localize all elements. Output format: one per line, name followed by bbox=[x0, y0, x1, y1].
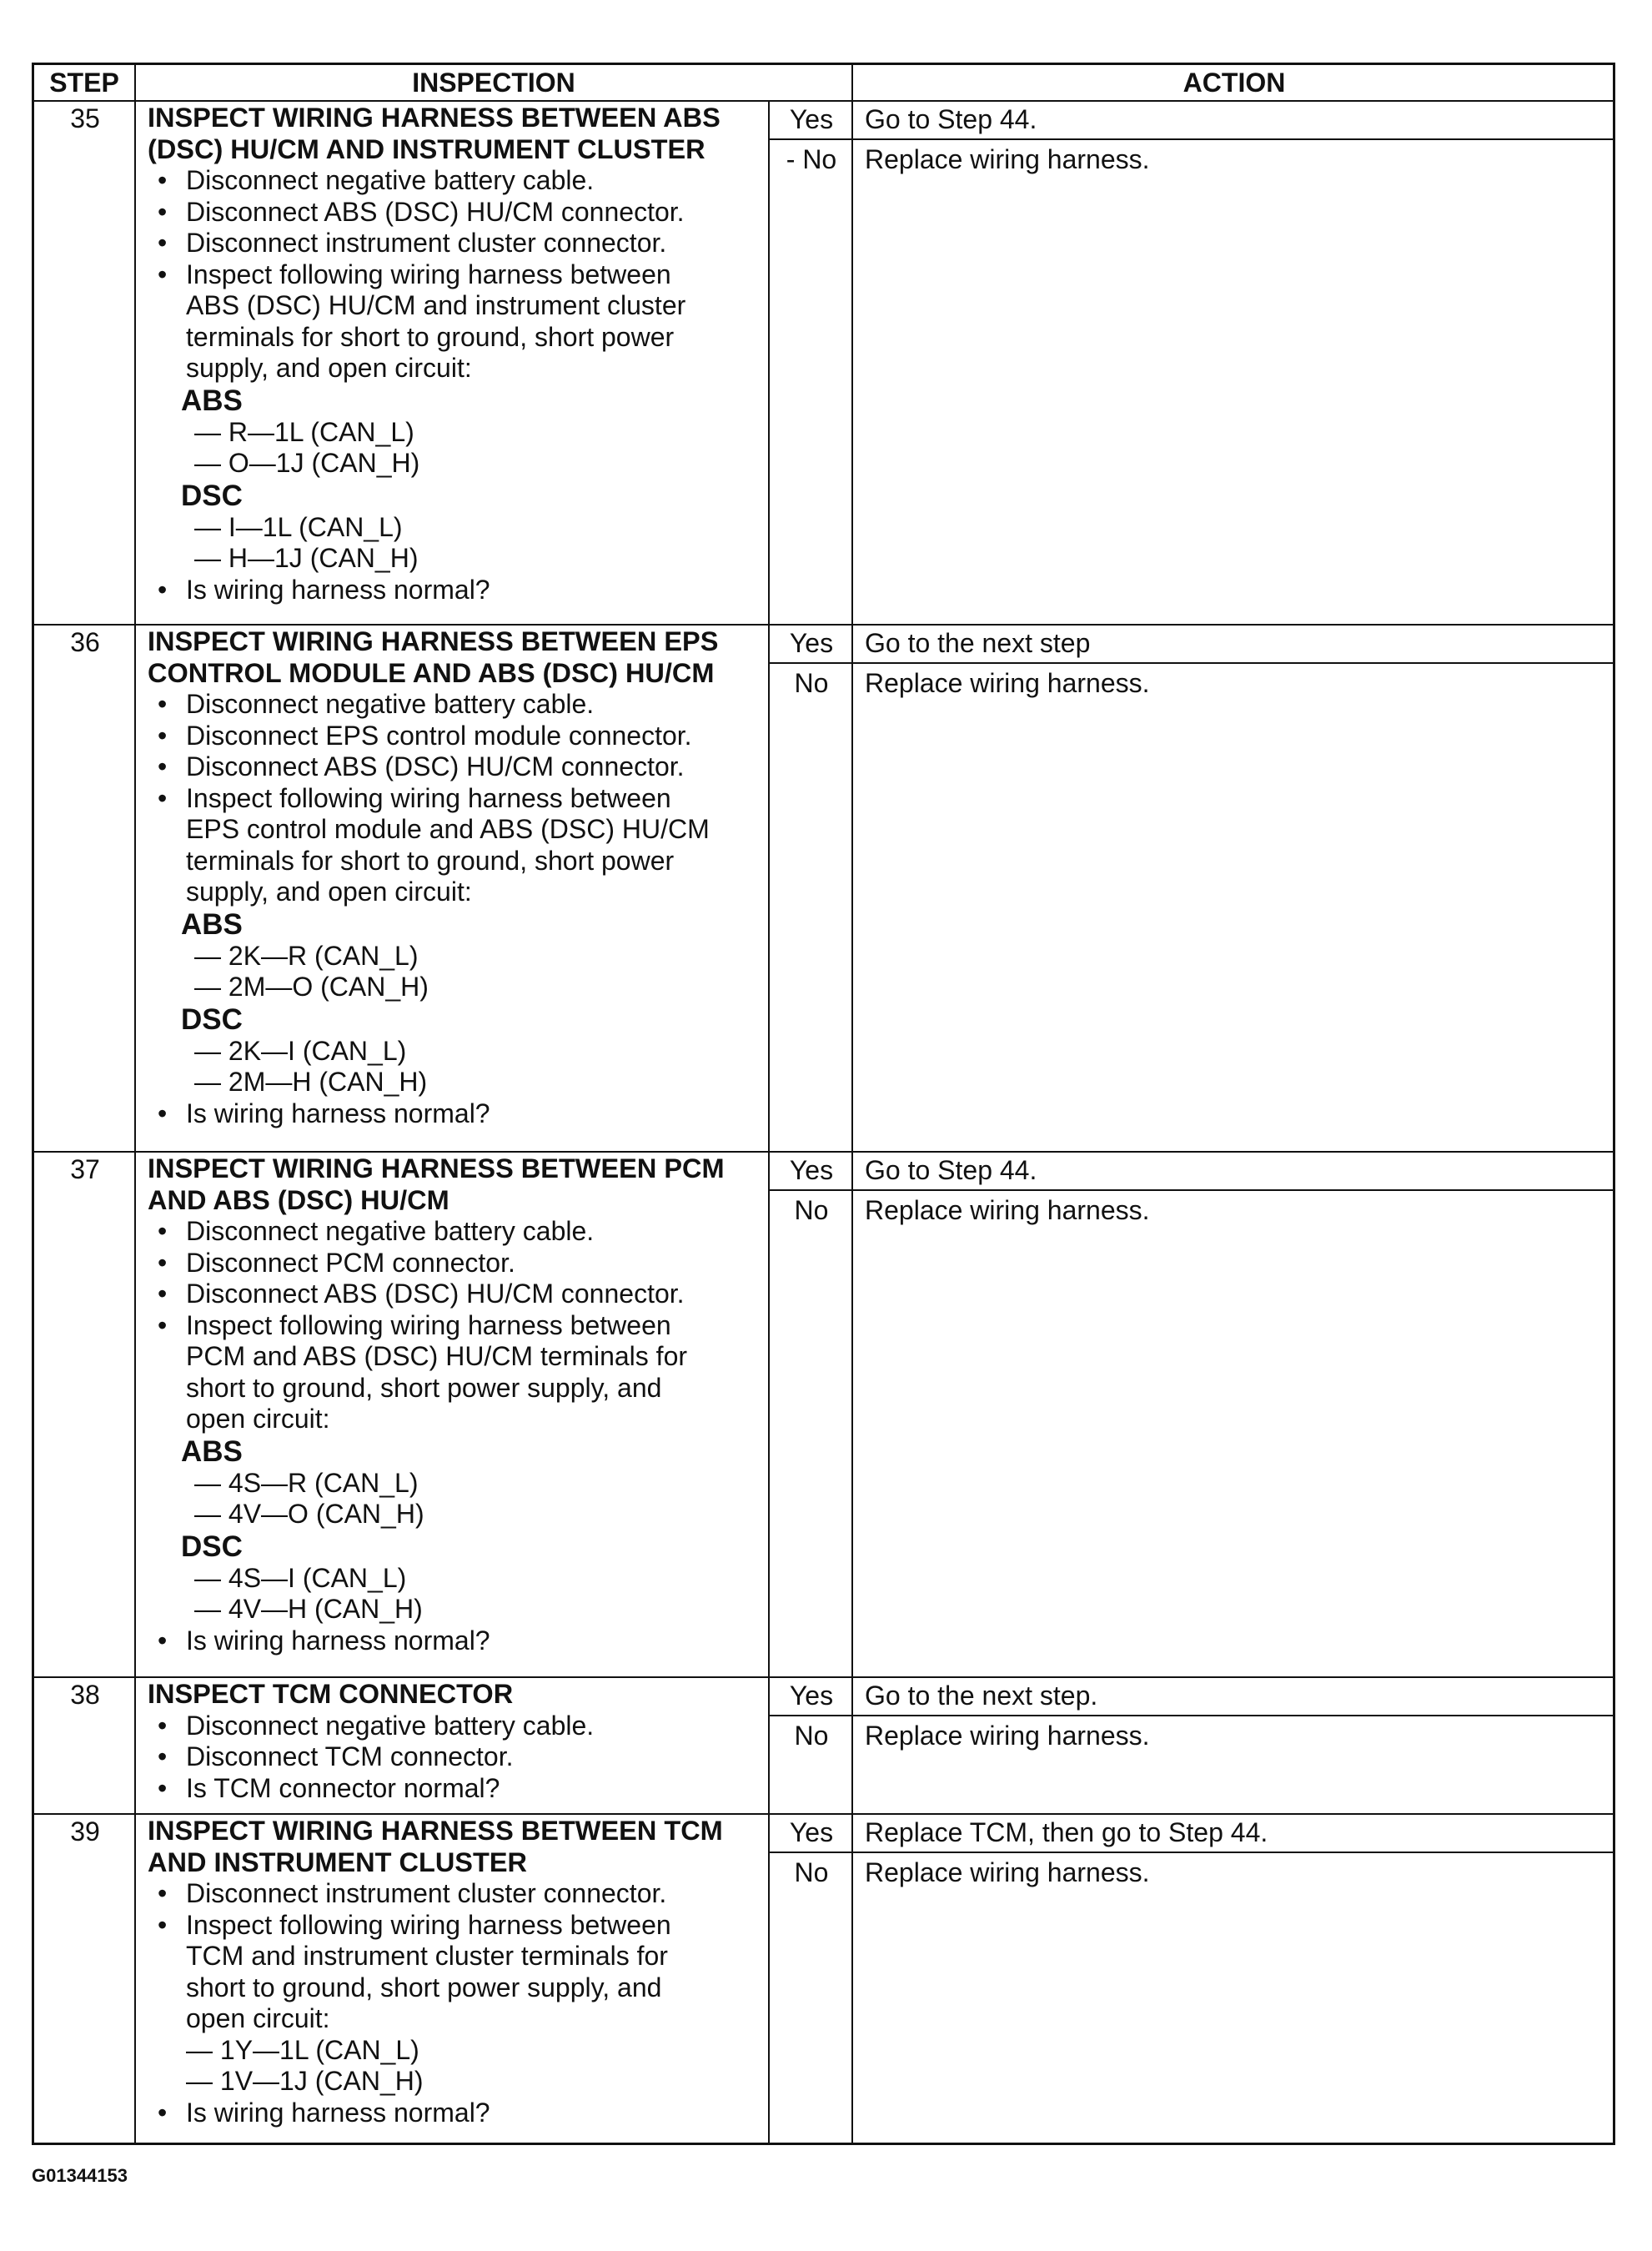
yes-action: Go to Step 44. bbox=[865, 104, 1037, 134]
no-label: No bbox=[794, 1195, 829, 1225]
inspection-step: • Inspect following wiring harness between PCM and ABS (DSC) HU/CM terminals for short to ground, short power supply, and open circuit: bbox=[148, 1310, 790, 1435]
wire-entry: — 2M—O (CAN_H) bbox=[194, 972, 429, 1002]
inspection-step: • Disconnect ABS (DSC) HU/CM connector. bbox=[148, 1279, 790, 1310]
wire-entry: — 4V—O (CAN_H) bbox=[194, 1499, 424, 1529]
wire-group-label: ABS bbox=[181, 384, 243, 417]
inspection-step: • Disconnect instrument cluster connector. bbox=[148, 228, 790, 259]
inspection-title: INSPECT WIRING HARNESS BETWEEN EPS bbox=[148, 626, 719, 656]
step-number: 37 bbox=[70, 1154, 100, 1184]
inspection-step: • Inspect following wiring harness between ABS (DSC) HU/CM and instrument cluster terminals for short to ground, short power supply, and open circuit: bbox=[148, 259, 790, 384]
inspection-cell bbox=[148, 626, 790, 1129]
inspection-question: • Is wiring harness normal? bbox=[148, 575, 790, 606]
header-action: ACTION bbox=[1183, 68, 1286, 98]
wire-group-label: DSC bbox=[181, 1530, 243, 1563]
inspection-title: INSPECT TCM CONNECTOR bbox=[148, 1679, 514, 1709]
step-number: 38 bbox=[70, 1680, 100, 1710]
inspection-cell bbox=[148, 1153, 790, 1656]
inspection-cell bbox=[148, 1816, 790, 2128]
no-label: No bbox=[794, 1857, 829, 1887]
yes-label: Yes bbox=[789, 1681, 834, 1711]
inspection-step: • Disconnect PCM connector. bbox=[148, 1248, 790, 1279]
wire-group-label: DSC bbox=[181, 1002, 243, 1036]
diagnostic-table bbox=[32, 63, 1615, 2145]
inspection-title: AND ABS (DSC) HU/CM bbox=[148, 1184, 449, 1215]
inspection-question: • Is wiring harness normal? bbox=[148, 2098, 790, 2129]
inspection-question: • Is TCM connector normal? bbox=[148, 1773, 790, 1805]
inspection-step: • Disconnect negative battery cable. bbox=[148, 165, 790, 197]
inspection-cell bbox=[148, 1679, 790, 1804]
wire-entry: — O—1J (CAN_H) bbox=[194, 448, 420, 478]
yes-action: Replace TCM, then go to Step 44. bbox=[865, 1817, 1268, 1847]
inspection-steps bbox=[148, 689, 790, 908]
no-action: Replace wiring harness. bbox=[865, 1721, 1150, 1751]
step-number: 36 bbox=[70, 627, 100, 657]
wire-entry: — 2K—R (CAN_L) bbox=[194, 940, 419, 971]
no-label: No bbox=[794, 668, 829, 698]
wire-entry: — 4S—I (CAN_L) bbox=[194, 1562, 407, 1593]
step-number: 35 bbox=[70, 103, 100, 133]
wire-entry: — I—1L (CAN_L) bbox=[194, 511, 403, 542]
inspection-steps bbox=[148, 165, 790, 384]
inspection-step: • Disconnect negative battery cable. bbox=[148, 689, 790, 721]
no-label: - No bbox=[786, 144, 837, 174]
wire-group-label: DSC bbox=[181, 479, 243, 512]
yes-action: Go to Step 44. bbox=[865, 1155, 1037, 1185]
inspection-step: • Inspect following wiring harness between EPS control module and ABS (DSC) HU/CM terminals for short to ground, short power supply, and open circuit: bbox=[148, 783, 790, 908]
wire-group-label: ABS bbox=[181, 907, 243, 941]
yes-action: Go to the next step bbox=[865, 628, 1091, 658]
inspection-step: • Disconnect negative battery cable. bbox=[148, 1711, 790, 1742]
inspection-title: INSPECT WIRING HARNESS BETWEEN ABS bbox=[148, 103, 721, 133]
no-action: Replace wiring harness. bbox=[865, 668, 1150, 698]
step-number: 39 bbox=[70, 1816, 100, 1847]
inspection-question: • Is wiring harness normal? bbox=[148, 1625, 790, 1657]
yes-label: Yes bbox=[789, 1155, 834, 1185]
yes-label: Yes bbox=[789, 104, 834, 134]
wire-entry: — 2M—H (CAN_H) bbox=[194, 1067, 428, 1097]
inspection-title: INSPECT WIRING HARNESS BETWEEN PCM bbox=[148, 1153, 725, 1183]
inspection-question: • Is wiring harness normal? bbox=[148, 1098, 790, 1130]
inspection-step: • Disconnect ABS (DSC) HU/CM connector. bbox=[148, 197, 790, 229]
no-action: Replace wiring harness. bbox=[865, 144, 1150, 174]
inspection-title: AND INSTRUMENT CLUSTER bbox=[148, 1847, 527, 1877]
yes-label: Yes bbox=[789, 1817, 834, 1847]
no-action: Replace wiring harness. bbox=[865, 1195, 1150, 1225]
no-action: Replace wiring harness. bbox=[865, 1857, 1150, 1887]
inspection-title: CONTROL MODULE AND ABS (DSC) HU/CM bbox=[148, 657, 715, 688]
yes-action: Go to the next step. bbox=[865, 1681, 1098, 1711]
wire-entry: — 2K—I (CAN_L) bbox=[194, 1035, 407, 1066]
figure-code: G01344153 bbox=[32, 2165, 128, 2186]
inspection-step: • Disconnect TCM connector. bbox=[148, 1741, 790, 1773]
no-label: No bbox=[794, 1721, 829, 1751]
inspection-steps bbox=[148, 1711, 790, 1805]
header-step: STEP bbox=[49, 68, 119, 98]
inspection-step: • Disconnect ABS (DSC) HU/CM connector. bbox=[148, 751, 790, 783]
inspection-cell bbox=[148, 103, 790, 605]
inspection-step: • Inspect following wiring harness between TCM and instrument cluster terminals for short to ground, short power supply, and open circuit: — 1Y—1L (CAN_L) — 1V—1J (CAN_H) bbox=[148, 1910, 790, 2098]
inspection-title: INSPECT WIRING HARNESS BETWEEN TCM bbox=[148, 1816, 723, 1846]
inspection-steps bbox=[148, 1216, 790, 1435]
wire-entry: — R—1L (CAN_L) bbox=[194, 416, 414, 447]
inspection-step: • Disconnect negative battery cable. bbox=[148, 1216, 790, 1248]
inspection-step: • Disconnect instrument cluster connector. bbox=[148, 1878, 790, 1910]
inspection-title: (DSC) HU/CM AND INSTRUMENT CLUSTER bbox=[148, 133, 705, 164]
wire-entry: — 4S—R (CAN_L) bbox=[194, 1467, 419, 1498]
inspection-step: • Disconnect EPS control module connector. bbox=[148, 721, 790, 752]
wire-entry: — 4V—H (CAN_H) bbox=[194, 1594, 423, 1624]
yes-label: Yes bbox=[789, 628, 834, 658]
wire-entry: — H—1J (CAN_H) bbox=[194, 543, 419, 573]
header-inspection: INSPECTION bbox=[412, 68, 575, 98]
wire-group-label: ABS bbox=[181, 1435, 243, 1468]
inspection-steps bbox=[148, 1878, 790, 2128]
